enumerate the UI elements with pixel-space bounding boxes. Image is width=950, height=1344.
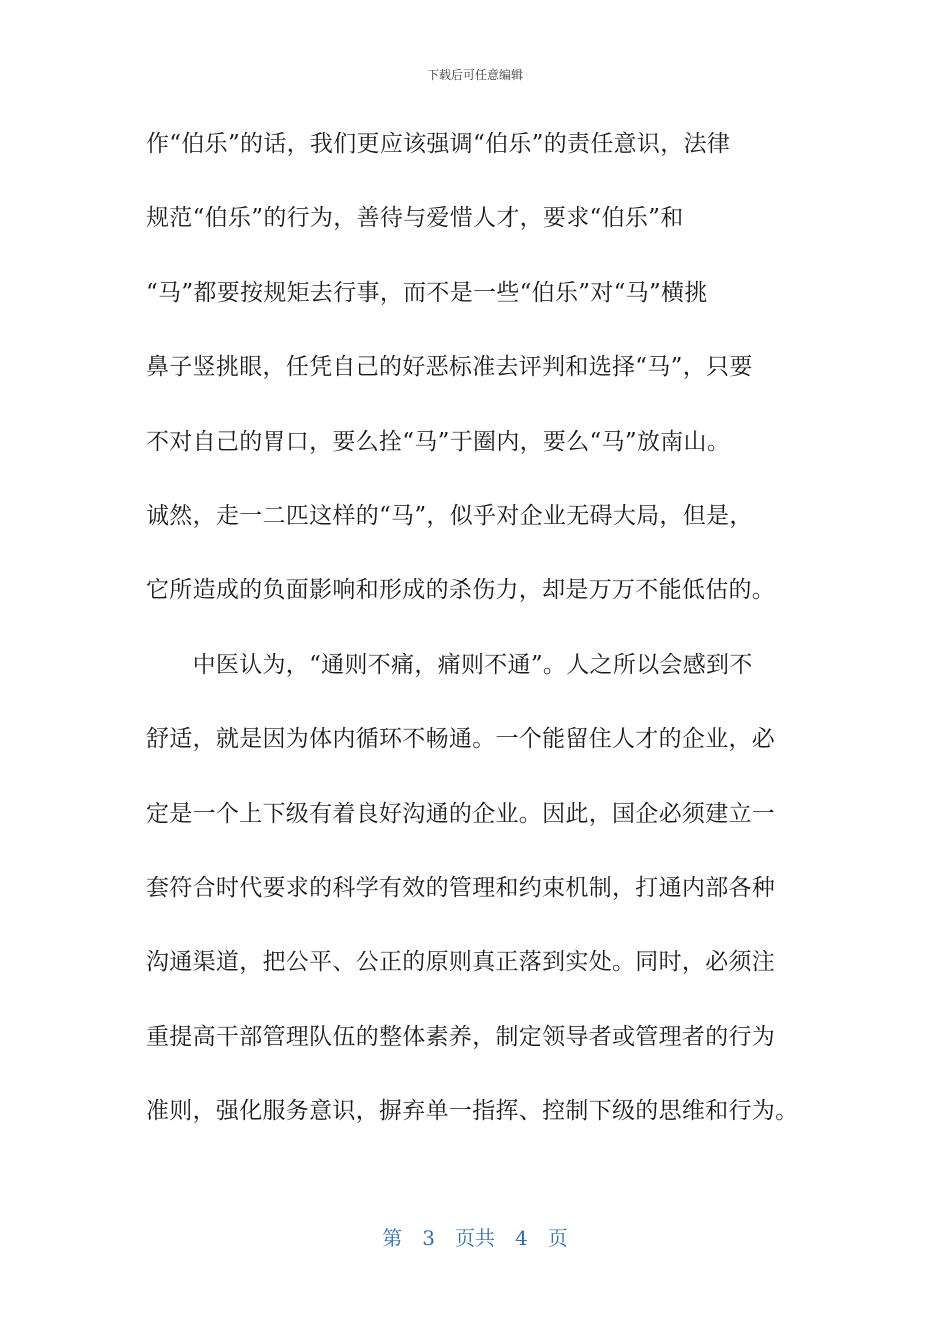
paragraph-line: “马”都要按规矩去行事，而不是一些“伯乐”对“马”横挑 bbox=[146, 279, 708, 306]
page-header: 下载后可任意编辑 bbox=[426, 68, 523, 82]
paragraph-line: 诚然，走一二匹这样的“马”，似乎对企业无碍大局，但是， bbox=[146, 502, 753, 529]
document-body bbox=[146, 126, 806, 1167]
paragraph-line: 规范“伯乐”的行为，善待与爱惜人才，要求“伯乐”和 bbox=[146, 205, 684, 232]
paragraph-line: 准则，强化服务意识，摒弃单一指挥、控制下级的思维和行为。 bbox=[146, 1098, 799, 1125]
paragraph-line: 套符合时代要求的科学有效的管理和约束机制，打通内部各种 bbox=[146, 874, 776, 901]
paragraph-line: 它所造成的负面影响和形成的杀伤力，却是万万不能低估的。 bbox=[146, 577, 776, 604]
paragraph-line: 沟通渠道，把公平、公正的原则真正落到实处。同时，必须注 bbox=[146, 949, 776, 976]
paragraph-line: 不对自己的胃口，要么拴“马”于圈内，要么“马”放南山。 bbox=[146, 428, 731, 455]
paragraph-line: 作“伯乐”的话，我们更应该强调“伯乐”的责任意识，法律 bbox=[146, 131, 731, 157]
paragraph-line: 舒适，就是因为体内循环不畅通。一个能留住人才的企业，必 bbox=[146, 726, 776, 753]
paragraph-line: 重提高干部管理队伍的整体素养，制定领导者或管理者的行为 bbox=[146, 1023, 776, 1050]
paragraph-line: 中医认为，“通则不痛，痛则不通”。人之所以会感到不 bbox=[146, 651, 753, 678]
paragraph-line: 定是一个上下级有着良好沟通的企业。因此，国企必须建立一 bbox=[146, 800, 776, 827]
paragraph-line: 鼻子竖挑眼，任凭自己的好恶标准去评判和选择“马”，只要 bbox=[146, 354, 753, 381]
page-number-footer: 第 3 页共 4 页 bbox=[382, 1226, 568, 1250]
